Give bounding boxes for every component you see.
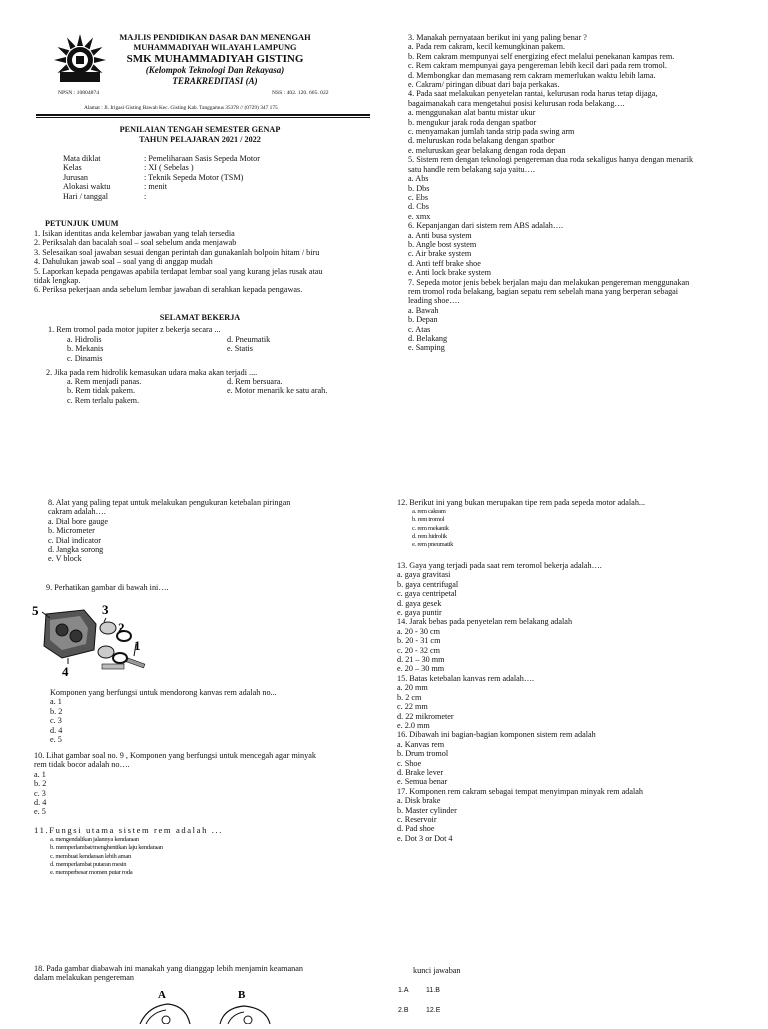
q1-options-left bbox=[67, 335, 103, 363]
option: a. rem cakram bbox=[412, 508, 446, 515]
nss: NSS : 402. 120. 605. 022 bbox=[272, 90, 329, 96]
text-line: a. Pada rem cakram, kecil kemungkinan pakem. bbox=[408, 42, 566, 52]
option: c. Dinamis bbox=[67, 353, 103, 363]
text-line: 8. Alat yang paling tepat untuk melakukan pengukuran ketebalan piringan bbox=[48, 498, 291, 507]
text-line: rem tidak bocor adalah no…. bbox=[34, 760, 130, 770]
text-line: a. menggunakan alat bantu mistar ukur bbox=[408, 108, 536, 118]
text-line: e. V block bbox=[48, 554, 82, 564]
option: e. memperbesar momen putar roda bbox=[50, 869, 133, 877]
text-line: b. mengukur jarak roda dengan spatbor bbox=[408, 117, 537, 127]
text-line: c. Shoe bbox=[397, 758, 422, 768]
text-line: d. Brake lever bbox=[397, 767, 444, 777]
text-line: a. Disk brake bbox=[397, 796, 441, 806]
text-line: 14. Jarak bebas pada penyetelan rem belakang adalah bbox=[397, 617, 573, 627]
school-name: SMK MUHAMMADIYAH GISTING bbox=[126, 53, 304, 65]
text-line: b. 2 bbox=[34, 779, 47, 789]
text-line: 15. Batas ketebalan kanvas rem adalah…. bbox=[397, 673, 535, 683]
question-8 bbox=[48, 498, 290, 564]
text-line: d. gaya gesek bbox=[397, 598, 442, 608]
text-line: d. 4 bbox=[34, 798, 47, 808]
text-line: cakram adalah…. bbox=[48, 507, 106, 517]
instruction-item: tidak lengkap. bbox=[34, 276, 81, 286]
info-value: : menit bbox=[144, 182, 167, 192]
text-line: c. 22 mm bbox=[397, 702, 428, 712]
q2-options-right bbox=[227, 377, 327, 396]
text-line: d. Anti teff brake shoe bbox=[408, 258, 481, 268]
text-line: 4. Pada saat melakukan penyetelan rantai, kelurusan roda harus tetap dijaga, bbox=[408, 89, 658, 99]
q11-options bbox=[50, 836, 163, 877]
text-line: 10. Lihat gambar soal no. 9 , Komponen yang berfungsi untuk mencegah agar minyak bbox=[34, 751, 316, 760]
text-line: b. Dbs bbox=[408, 183, 430, 193]
question-18 bbox=[34, 964, 303, 983]
info-label: Hari / tanggal bbox=[63, 191, 109, 201]
info-value: : Pemeliharaan Sasis Sepeda Motor bbox=[144, 154, 260, 163]
question-9-options bbox=[50, 688, 277, 744]
instruction-item: 2. Periksalah dan bacalah soal – soal sebelum anda menjawab bbox=[34, 238, 237, 248]
text-line: d. Jangka sorong bbox=[48, 545, 104, 555]
text-line: c. 3 bbox=[34, 788, 46, 798]
instructions-heading: PETUNJUK UMUM bbox=[45, 219, 119, 228]
closing-greeting: SELAMAT BEKERJA bbox=[159, 313, 241, 322]
question-2: 2. Jika pada rem hidrolik kemasukan udara maka akan terjadi .... bbox=[46, 368, 258, 377]
text-line: c. 3 bbox=[50, 716, 62, 726]
npsn: NPSN : 10804874 bbox=[58, 90, 100, 96]
text-line: bagaimanakah cara mengetahui posisi kelurusan roda belakang…. bbox=[408, 98, 625, 108]
text-line: e. 5 bbox=[50, 735, 62, 745]
callout-5: 5 bbox=[32, 603, 39, 618]
option: d. memperlambat putaran mesin bbox=[50, 860, 127, 868]
answer-key-cell: 1.A bbox=[398, 987, 409, 994]
text-line: c. menyamakan jumlah tanda strip pada swing arm bbox=[408, 127, 575, 137]
info-label: Alokasi waktu bbox=[63, 182, 111, 192]
instruction-item: 1. Isikan identitas anda kelembar jawaban yang telah tersedia bbox=[34, 229, 235, 238]
figure-label-a: A bbox=[158, 989, 166, 1001]
option: b. memperlambat/menghentikan laju kendaraan bbox=[50, 844, 163, 852]
option: e. Statis bbox=[227, 344, 253, 354]
questions-13-17 bbox=[397, 561, 643, 843]
text-line: b. 2 bbox=[50, 706, 63, 716]
text-line: b. Rem cakram mempunyai self energizing efect melalui penekanan kampas rem. bbox=[408, 51, 675, 61]
accreditation: TERAKREDITASI (A) bbox=[172, 76, 258, 86]
text-line: d. Cbs bbox=[408, 202, 429, 212]
text-line: satu handle rem belakang saja yaitu…. bbox=[408, 164, 535, 174]
option: b. rem tromol bbox=[412, 516, 445, 524]
info-label: Kelas bbox=[63, 163, 82, 173]
header-rule-thin bbox=[36, 117, 370, 118]
instruction-item: 5. Laporkan kepada pengawas apabila terdapat lembar soal yang kurang jelas rusak atau bbox=[34, 266, 323, 276]
text-line: rem tromol roda belakang, bagian sepatu rem sebelah mana yang berperan sebagai bbox=[408, 286, 679, 296]
info-value: : XI ( Sebelas ) bbox=[144, 163, 194, 173]
text-line: b. gaya centrifugal bbox=[397, 579, 459, 589]
text-line: d. Membongkar dan memasang rem cakram memerlukan waktu lebih lama. bbox=[408, 70, 656, 80]
school-logo bbox=[50, 30, 110, 90]
text-line: d. 21 – 30 mm bbox=[397, 655, 445, 665]
text-line: 17. Komponen rem cakram sebagai tempat menyimpan minyak rem adalah bbox=[397, 786, 643, 796]
text-line: e. 2.0 mm bbox=[397, 720, 430, 730]
question-1: 1. Rem tromol pada motor jupiter z bekerja secara ... bbox=[48, 325, 221, 334]
text-line: c. Dial indicator bbox=[48, 535, 101, 545]
text-line: c. Atas bbox=[408, 324, 431, 334]
info-value: : Teknik Sepeda Motor (TSM) bbox=[144, 172, 244, 182]
option: a. Hidrolis bbox=[67, 335, 102, 344]
text-line: e. Dot 3 or Dot 4 bbox=[397, 833, 453, 843]
text-line: d. Pad shoe bbox=[397, 824, 435, 834]
info-label: Jurusan bbox=[63, 172, 89, 182]
exam-title: PENILAIAN TENGAH SEMESTER GENAP bbox=[119, 125, 281, 134]
text-line: b. 20 - 31 cm bbox=[397, 636, 441, 646]
text-line: a. Kanvas rem bbox=[397, 739, 445, 749]
figure-label-b: B bbox=[238, 989, 246, 1001]
exam-year: TAHUN PELAJARAN 2021 / 2022 bbox=[139, 135, 261, 144]
text-line: c. 20 - 32 cm bbox=[397, 645, 440, 655]
callout-2: 2 bbox=[118, 620, 125, 635]
text-line: e. meluruskan gear belakang dengan roda depan bbox=[408, 145, 566, 155]
text-line: leading shoe…. bbox=[408, 296, 460, 306]
text-line: 5. Sistem rem dengan teknologi pengereman dua roda sekaligus hanya dengan menarik bbox=[408, 155, 694, 165]
option: d. rem hidrolik bbox=[412, 532, 447, 540]
text-line: a. gaya gravitasi bbox=[397, 570, 451, 580]
option: e. Motor menarik ke satu arah. bbox=[227, 386, 328, 396]
text-line: d. meluruskan roda belakang dengan spatbor bbox=[408, 136, 555, 146]
org-line-2: MUHAMMADIYAH WILAYAH LAMPUNG bbox=[133, 43, 297, 52]
header-rule bbox=[36, 114, 370, 116]
text-line: dalam melakukan pengereman bbox=[34, 973, 135, 983]
option: a. Rem menjadi panas. bbox=[67, 377, 142, 386]
text-line: a. Abs bbox=[408, 174, 429, 184]
text-line: b. 2 cm bbox=[397, 692, 422, 702]
text-line: c. gaya centripetal bbox=[397, 589, 457, 599]
option: c. membuat kendaraan lebih aman bbox=[50, 852, 131, 860]
text-line: 13. Gaya yang terjadi pada saat rem teromol bekerja adalah…. bbox=[397, 561, 602, 570]
option: b. Mekanis bbox=[67, 344, 104, 354]
questions-3-7 bbox=[408, 33, 693, 353]
text-line: b. Master cylinder bbox=[397, 805, 457, 815]
exam-info-values bbox=[144, 154, 260, 201]
text-line: Komponen yang berfungsi untuk mendorong kanvas rem adalah no... bbox=[50, 688, 277, 697]
question-9: 9. Perhatikan gambar di bawah ini…. bbox=[46, 583, 169, 592]
callout-1: 1 bbox=[134, 638, 141, 653]
text-line: e. 20 – 30 mm bbox=[397, 664, 445, 674]
text-line: e. Samping bbox=[408, 343, 445, 353]
exam-info-labels bbox=[63, 154, 111, 201]
q2-options-left bbox=[67, 377, 141, 405]
text-line: e. Semua benar bbox=[397, 777, 448, 787]
option: d. Pneumatik bbox=[227, 335, 271, 344]
text-line: d. 4 bbox=[50, 725, 63, 735]
info-label: Mata diklat bbox=[63, 154, 101, 163]
address: Alamat : Jl. Irigasi Gisting Bawah Kec. Gisting Kab. Tanggamus 35378 // (0729) 347 175 bbox=[84, 105, 278, 111]
question-11: 11.Fungsi utama sistem rem adalah ... bbox=[34, 825, 223, 835]
text-line: e. 5 bbox=[34, 807, 46, 817]
text-line: c. Rem cakram mempunyai gaya pengereman lebih kecil dari pada rem tromol. bbox=[408, 61, 667, 71]
option: a. mengendalikan jalannya kendaraan bbox=[50, 836, 139, 843]
text-line: b. Micrometer bbox=[48, 526, 95, 536]
org-line-1: MAJLIS PENDIDIKAN DASAR DAN MENENGAH bbox=[119, 33, 311, 42]
text-line: 6. Kepanjangan dari sistem rem ABS adalah…. bbox=[408, 221, 564, 231]
text-line: 18. Pada gambar diabawah ini manakah yang dianggap lebih menjamin keamanan bbox=[34, 964, 303, 973]
instructions-list bbox=[34, 229, 323, 295]
text-line: a. Anti busa system bbox=[408, 230, 472, 240]
question-10 bbox=[34, 751, 316, 817]
callout-3: 3 bbox=[102, 602, 109, 617]
brake-caliper-figure bbox=[32, 600, 152, 680]
text-line: d. Belakang bbox=[408, 334, 448, 343]
text-line: b. Angle bost system bbox=[408, 239, 477, 249]
text-line: b. Depan bbox=[408, 315, 438, 325]
text-line: a. Bawah bbox=[408, 305, 439, 315]
instruction-item: 6. Periksa pekerjaan anda sebelum lembar jawaban di serahkan kepada pengawas. bbox=[34, 285, 303, 295]
q12-options bbox=[412, 508, 453, 549]
text-line: 16. Dibawah ini bagian-bagian komponen sistem rem adalah bbox=[397, 730, 596, 740]
option: e. rem pneumatik bbox=[412, 541, 454, 549]
text-line: e. gaya puntir bbox=[397, 608, 442, 618]
answer-key-cell: 2.B bbox=[398, 1007, 409, 1014]
text-line: b. Drum tromol bbox=[397, 749, 449, 759]
info-value: : bbox=[144, 191, 147, 201]
instruction-item: 4. Dahulukan jawab soal – soal yang di anggap mudah bbox=[34, 257, 213, 267]
text-line: a. Dial bore gauge bbox=[48, 516, 109, 526]
q1-options-right bbox=[227, 335, 270, 354]
option: b. Rem tidak pakem. bbox=[67, 386, 135, 396]
text-line: d. 22 mikrometer bbox=[397, 711, 454, 721]
option: d. Rem bersuara. bbox=[227, 377, 283, 386]
callout-4: 4 bbox=[62, 664, 69, 679]
option: c. Rem terlalu pakem. bbox=[67, 395, 140, 405]
text-line: e. Cakram/ piringan dibuat dari baja perkakas. bbox=[408, 80, 560, 90]
text-line: e. Anti lock brake system bbox=[408, 268, 491, 278]
text-line: a. 1 bbox=[50, 697, 62, 707]
answer-key-title: kunci jawaban bbox=[413, 966, 461, 975]
text-line: c. Reservoir bbox=[397, 814, 437, 824]
option: c. rem mekanik bbox=[412, 524, 449, 532]
text-line: a. 20 - 30 cm bbox=[397, 626, 440, 636]
text-line: c. Ebs bbox=[408, 192, 429, 202]
text-line: c. Air brake system bbox=[408, 249, 472, 259]
text-line: a. 1 bbox=[34, 769, 46, 779]
brake-comparison-figure bbox=[120, 984, 320, 1024]
instruction-item: 3. Selesaikan soal jawaban sesuai dengan perintah dan gunakanlah bolpoin hitam / biru bbox=[34, 247, 320, 257]
question-12: 12. Berikut ini yang bukan merupakan tipe rem pada sepeda motor adalah... bbox=[397, 498, 646, 507]
text-line: e. xmx bbox=[408, 211, 431, 221]
text-line: 7. Sepeda motor jenis bebek berjalan maju dan melakukan pengereman menggunakan bbox=[408, 277, 690, 287]
text-line: a. 20 mm bbox=[397, 683, 428, 693]
answer-key-cell: 11.B bbox=[426, 987, 440, 994]
text-line: 3. Manakah pernyataan berikut ini yang paling benar ? bbox=[408, 33, 587, 42]
school-group: (Kelompok Teknologi Dan Rekayasa) bbox=[145, 65, 285, 75]
answer-key-cell: 12.E bbox=[426, 1007, 441, 1014]
